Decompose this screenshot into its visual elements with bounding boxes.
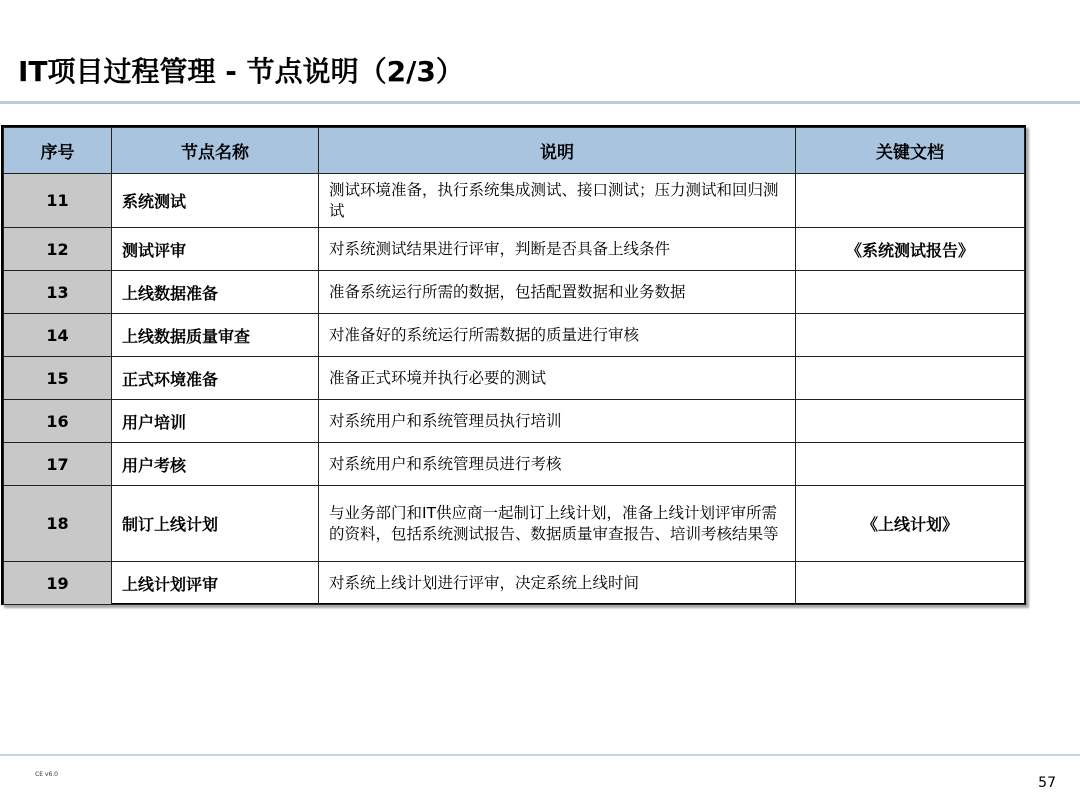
cell-seq: 16: [4, 400, 112, 443]
cell-description: 对系统上线计划进行评审，决定系统上线时间: [319, 562, 796, 605]
cell-node-name: 制订上线计划: [112, 486, 319, 562]
table-row: [4, 174, 1025, 228]
cell-node-name: 用户培训: [112, 400, 319, 443]
cell-key-document: [796, 174, 1025, 228]
table-row: [4, 314, 1025, 357]
cell-seq: 18: [4, 486, 112, 562]
header-seq: 序号: [4, 128, 112, 174]
cell-key-document: [796, 271, 1025, 314]
cell-seq: 19: [4, 562, 112, 605]
cell-seq: 11: [4, 174, 112, 228]
cell-key-document: [796, 443, 1025, 486]
cell-seq: 17: [4, 443, 112, 486]
cell-node-name: 用户考核: [112, 443, 319, 486]
cell-description: 对系统测试结果进行评审，判断是否具备上线条件: [319, 228, 796, 271]
cell-seq: 15: [4, 357, 112, 400]
title-divider: [0, 101, 1080, 104]
page-number: 57: [1038, 775, 1056, 791]
cell-key-document: [796, 314, 1025, 357]
cell-description: 对准备好的系统运行所需数据的质量进行审核: [319, 314, 796, 357]
table-row: [4, 486, 1025, 562]
version-label: CE v6.0: [35, 771, 58, 778]
header-description: 说明: [319, 128, 796, 174]
cell-node-name: 上线计划评审: [112, 562, 319, 605]
cell-description: 与业务部门和IT供应商一起制订上线计划，准备上线计划评审所需的资料，包括系统测试报告、数据质量审查报告、培训考核结果等: [319, 486, 796, 562]
cell-seq: 13: [4, 271, 112, 314]
table-row: [4, 443, 1025, 486]
cell-key-document: [796, 562, 1025, 605]
page-title: IT项目过程管理 - 节点说明（2/3）: [18, 55, 464, 88]
header-node-name: 节点名称: [112, 128, 319, 174]
table-row: [4, 562, 1025, 605]
cell-key-document: 《系统测试报告》: [796, 228, 1025, 271]
cell-node-name: 正式环境准备: [112, 357, 319, 400]
cell-node-name: 测试评审: [112, 228, 319, 271]
cell-description: 对系统用户和系统管理员执行培训: [319, 400, 796, 443]
table-row: [4, 400, 1025, 443]
cell-seq: 12: [4, 228, 112, 271]
cell-key-document: [796, 357, 1025, 400]
header-key-document: 关键文档: [796, 128, 1025, 174]
cell-node-name: 上线数据准备: [112, 271, 319, 314]
cell-node-name: 系统测试: [112, 174, 319, 228]
node-table: [1, 125, 1026, 605]
cell-description: 准备系统运行所需的数据，包括配置数据和业务数据: [319, 271, 796, 314]
cell-node-name: 上线数据质量审查: [112, 314, 319, 357]
table-row: [4, 228, 1025, 271]
footer-divider: [0, 754, 1080, 756]
cell-key-document: [796, 400, 1025, 443]
table-header-row: [4, 128, 1025, 174]
cell-description: 准备正式环境并执行必要的测试: [319, 357, 796, 400]
cell-seq: 14: [4, 314, 112, 357]
table-row: [4, 271, 1025, 314]
table-row: [4, 357, 1025, 400]
cell-description: 对系统用户和系统管理员进行考核: [319, 443, 796, 486]
cell-key-document: 《上线计划》: [796, 486, 1025, 562]
cell-description: 测试环境准备，执行系统集成测试、接口测试；压力测试和回归测试: [319, 174, 796, 228]
